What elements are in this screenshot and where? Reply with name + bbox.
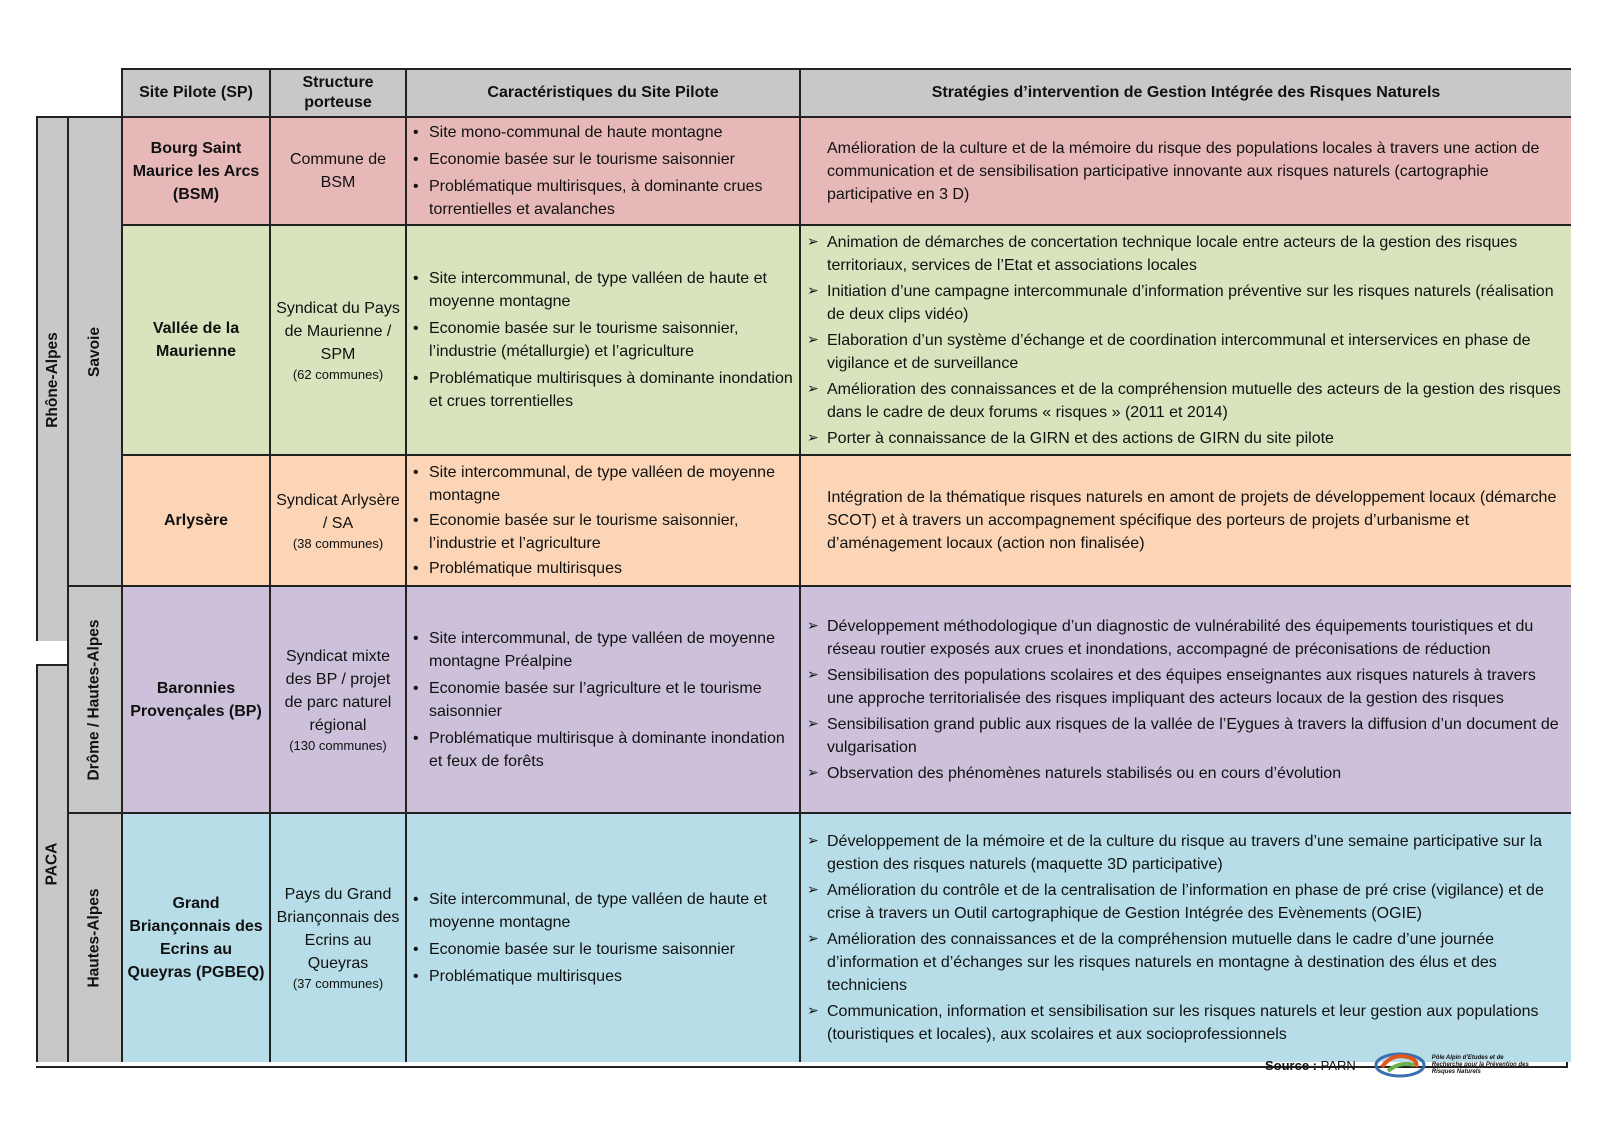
departement-hautes-alpes-label: Hautes-Alpes: [86, 888, 103, 988]
header-structure: [269, 68, 405, 116]
parn-logo: [1374, 1051, 1530, 1079]
list-item: ➢ Amélioration des connaissances et de la compréhension mutuelle des acteurs de la gestion des risques dans le cadre de deux forums « risques » (2011 et 2014): [807, 378, 1565, 424]
list-item: ➢ Initiation d’une campagne intercommunale d’information préventive sur les risques naturels (réalisation de deux clips vidéo): [807, 280, 1565, 326]
list-item: • Economie basée sur le tourisme saisonnier, l’industrie et l’agriculture: [413, 509, 795, 555]
structure-bsm-name: Commune de BSM: [289, 151, 387, 191]
strategies-bsm: [799, 116, 1571, 224]
list-item: ➢ Sensibilisation grand public aux risques de la vallée de l’Eygues à travers la diffusion d’un document de vulgarisation: [807, 713, 1565, 759]
region-rhone-alpes: [36, 116, 67, 641]
caracteristiques-maurienne: [405, 224, 799, 454]
strategies-baronnies-list: [807, 612, 1565, 788]
list-item: • Economie basée sur le tourisme saisonnier, l’industrie (métallurgie) et l’agriculture: [413, 317, 795, 363]
header-site-pilote-label: Site Pilote (SP): [139, 84, 253, 101]
strategie-arlysere-text: Intégration de la thématique risques naturels en amont de projets de développement locaux (démarche SCOT) et à travers un accompagnement spécifique des porteurs de projets d’urbanisme et d’aménagement locaux (action non finalisée): [827, 489, 1557, 552]
list-item: ➢ Observation des phénomènes naturels stabilisés ou en cours d’évolution: [807, 762, 1565, 785]
corner-blank: [36, 68, 121, 116]
list-item: • Problématique multirisques: [413, 965, 795, 988]
region-paca-label: PACA: [43, 842, 61, 886]
structure-pgbeq: [269, 812, 405, 1062]
list-item: • Economie basée sur l’agriculture et le tourisme saisonnier: [413, 677, 795, 723]
communes-count: (37 communes): [292, 976, 384, 991]
departement-hautes-alpes: [67, 812, 121, 1062]
source-label: Source :: [1265, 1057, 1318, 1073]
caracteristiques-arlysere: [405, 454, 799, 585]
parn-logo-text: Pôle Alpin d’Etudes et de Recherche pour la Prévention des Risques Naturels: [1431, 1054, 1529, 1075]
header-structure-label: Structure porteuse: [302, 74, 374, 111]
source-credit: [1265, 1058, 1356, 1073]
structure-arlysere: [269, 454, 405, 585]
region-rhone-alpes-label: Rhône-Alpes: [43, 331, 61, 428]
site-maurienne-name: Vallée de la Maurienne: [152, 320, 240, 360]
list-item: • Site intercommunal, de type valléen de haute et moyenne montagne: [413, 267, 795, 313]
site-bsm-name: Bourg Saint Maurice les Arcs (BSM): [132, 139, 260, 203]
strategies-maurienne: [799, 224, 1571, 454]
header-caracteristiques-label: Caractéristiques du Site Pilote: [487, 84, 719, 101]
source-value: PARN: [1320, 1057, 1356, 1073]
departement-drome: [67, 585, 121, 812]
site-baronnies: [121, 585, 269, 812]
caracteristiques-maurienne-list: [413, 263, 795, 417]
list-item: • Problématique multirisques: [413, 557, 795, 580]
strategies-pgbeq-list: [807, 827, 1565, 1049]
caracteristiques-baronnies-list: [413, 623, 795, 777]
structure-maurienne-name: Syndicat du Pays de Maurienne / SPM: [276, 299, 400, 363]
header-strategies-label: Stratégies d’intervention de Gestion Intégrée des Risques Naturels: [931, 84, 1441, 101]
caracteristiques-bsm-list: [413, 117, 795, 224]
caracteristiques-pgbeq: [405, 812, 799, 1062]
structure-bsm: [269, 116, 405, 224]
list-item: • Site intercommunal, de type valléen de moyenne montagne: [413, 461, 795, 507]
list-item: ➢ Développement méthodologique d’un diagnostic de vulnérabilité des équipements touristiques et du réseau routier exposés aux crues et inondations, accompagné de préconisations de réduction: [807, 615, 1565, 661]
list-item: ➢ Amélioration du contrôle et de la centralisation de l’information en phase de pré crise (vigilance) et de crise à travers un Outil cartographique de Gestion Intégrée des Evènements (OGIE): [807, 879, 1565, 925]
header-caracteristiques: [405, 68, 799, 116]
list-item: • Problématique multirisque à dominante inondation et feux de forêts: [413, 727, 795, 773]
site-maurienne: [121, 224, 269, 454]
strategies-arlysere: [799, 454, 1571, 585]
header-strategies: [799, 68, 1571, 116]
parn-logo-icon: [1374, 1051, 1426, 1079]
strategies-baronnies: [799, 585, 1571, 812]
list-item: • Site intercommunal, de type valléen de haute et moyenne montagne: [413, 888, 795, 934]
structure-baronnies: [269, 585, 405, 812]
list-item: ➢ Développement de la mémoire et de la culture du risque au travers d’une semaine participative sur la gestion des risques naturels (maquette 3D participative): [807, 830, 1565, 876]
list-item: ➢ Porter à connaissance de la GIRN et des actions de GIRN du site pilote: [807, 427, 1565, 450]
site-baronnies-name: Baronnies Provençales (BP): [130, 679, 262, 720]
list-item: • Economie basée sur le tourisme saisonnier: [413, 148, 795, 171]
list-item: ➢ Sensibilisation des populations scolaires et des équipes enseignantes aux risques naturels à travers une approche territorialisée des risques impliquant des acteurs locaux de la gestion des risques: [807, 664, 1565, 710]
structure-arlysere-name: Syndicat Arlysère / SA: [276, 491, 400, 532]
departement-drome-label: Drôme / Hautes-Alpes: [86, 618, 104, 781]
structure-baronnies-name: Syndicat mixte des BP / projet de parc naturel régional: [284, 647, 392, 734]
list-item: • Economie basée sur le tourisme saisonnier: [413, 938, 795, 961]
structure-maurienne: [269, 224, 405, 454]
site-pgbeq: [121, 812, 269, 1062]
caracteristiques-pgbeq-list: [413, 884, 795, 992]
list-item: • Problématique multirisques à dominante inondation et crues torrentielles: [413, 367, 795, 413]
communes-count: (38 communes): [292, 535, 384, 551]
structure-pgbeq-name: Pays du Grand Briançonnais des Ecrins au Queyras: [276, 886, 400, 972]
caracteristiques-baronnies: [405, 585, 799, 812]
list-item: ➢ Communication, information et sensibilisation sur les risques naturels et leur gestion aux populations (touristiques et locales), aux scolaires et aux socioprofessionnels: [807, 1000, 1565, 1046]
departement-savoie: [67, 116, 121, 585]
communes-count: (130 communes): [289, 737, 387, 753]
header-site-pilote: [121, 68, 269, 116]
list-item: • Site intercommunal, de type valléen de moyenne montagne Préalpine: [413, 627, 795, 673]
strategie-bsm-text: Amélioration de la culture et de la mémoire du risque des populations locales à travers une action de communication et de sensibilisation participative innovante aux risques naturels (cartographie participative en 3 D): [827, 139, 1540, 203]
communes-count: (62 communes): [292, 366, 384, 382]
region-paca: [36, 664, 67, 1062]
departement-savoie-label: Savoie: [85, 326, 103, 377]
list-item: ➢ Animation de démarches de concertation technique locale entre acteurs de la gestion des risques territoriaux, services de l’Etat et associations locales: [807, 231, 1565, 277]
list-item: • Site mono-communal de haute montagne: [413, 121, 795, 144]
list-item: ➢ Elaboration d’un système d’échange et de coordination intercommunal et interservices en phase de vigilance et de surveillance: [807, 329, 1565, 375]
site-bsm: [121, 116, 269, 224]
site-arlysere: [121, 454, 269, 585]
strategies-maurienne-list: [807, 228, 1565, 453]
caracteristiques-arlysere-list: [413, 459, 795, 582]
site-arlysere-name: Arlysère: [163, 512, 229, 529]
list-item: • Problématique multirisques, à dominante crues torrentielles et avalanches: [413, 175, 795, 221]
site-pgbeq-name: Grand Briançonnais des Ecrins au Queyras (PGBEQ): [127, 895, 265, 981]
sites-pilotes-table: [36, 68, 1568, 1068]
source-footer: [1265, 1050, 1530, 1080]
caracteristiques-bsm: [405, 116, 799, 224]
list-item: ➢ Amélioration des connaissances et de la compréhension mutuelle dans le cadre d’une journée d’information et d’échanges sur les risques naturels en montagne à destination des élus et des techniciens: [807, 928, 1565, 997]
strategies-pgbeq: [799, 812, 1571, 1062]
